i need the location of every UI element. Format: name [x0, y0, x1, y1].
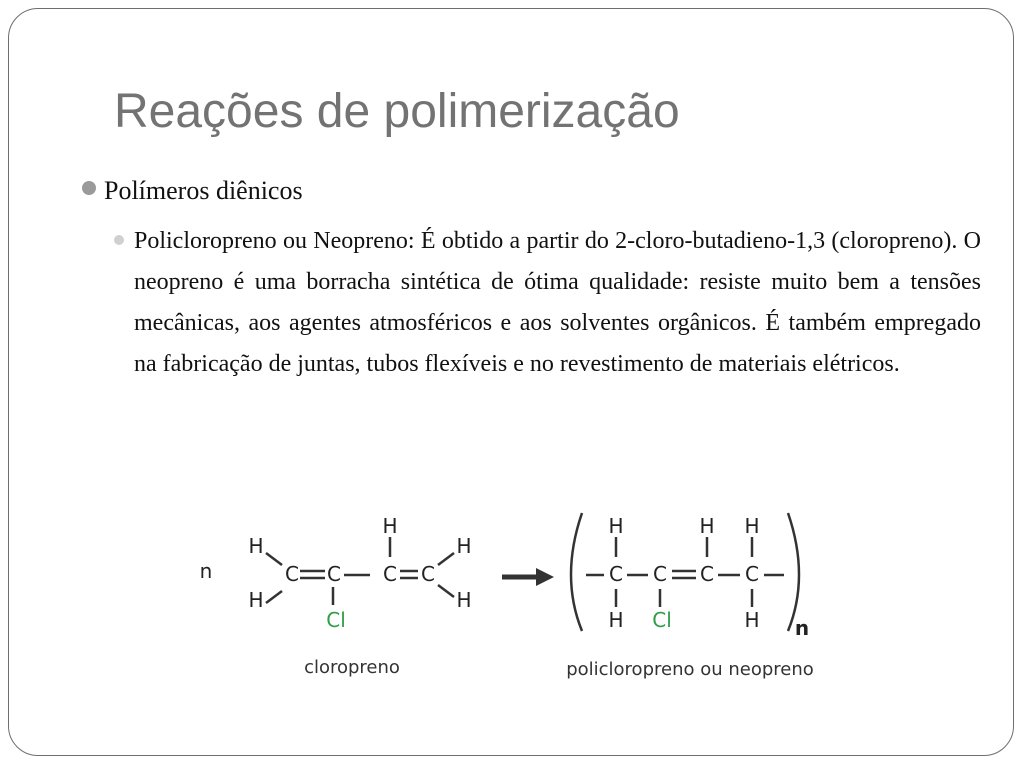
- atom-cl: Cl: [652, 608, 672, 632]
- atom-c: C: [285, 562, 299, 586]
- atom-h: H: [699, 514, 715, 538]
- atom-c: C: [700, 562, 714, 586]
- atom-h: H: [744, 514, 760, 538]
- atom-c: C: [327, 562, 341, 586]
- slide-title: Reações de polimerização: [114, 85, 680, 138]
- reaction-diagram: [190, 505, 840, 695]
- atom-h: H: [382, 514, 398, 538]
- atom-h: H: [744, 608, 760, 632]
- atom-h: H: [608, 608, 624, 632]
- bonds: [266, 513, 799, 631]
- sub-bullet-dot: [114, 235, 124, 245]
- coefficient-n: n: [199, 559, 213, 583]
- atom-h: H: [456, 534, 472, 558]
- atom-h: H: [248, 588, 264, 612]
- reaction-arrow-head: [536, 568, 554, 586]
- atom-h: H: [456, 588, 472, 612]
- description-paragraph: Policloropreno ou Neopreno: É obtido a partir do 2-cloro-butadieno-1,3 (cloropreno). O neopreno é uma borracha sintética de ótima qualidade: resiste muito bem a tensões mecânicas, aos agentes atmosféricos e aos solventes orgânicos. É também empregado na fabricação de juntas, tubos flexíveis e no revestimento de materiais elétricos.: [134, 228, 981, 377]
- bullet-heading: Polímeros diênicos: [104, 176, 303, 205]
- reactant-label: cloropreno: [304, 657, 400, 678]
- reaction-figure: [190, 505, 840, 695]
- atom-c: C: [383, 562, 397, 586]
- atom-h: H: [608, 514, 624, 538]
- atom-h: H: [248, 534, 264, 558]
- atom-c: C: [421, 562, 435, 586]
- subscript-n: n: [794, 616, 810, 640]
- product-label: policloropreno ou neopreno: [566, 659, 814, 680]
- atom-cl: Cl: [326, 608, 346, 632]
- atom-c: C: [745, 562, 759, 586]
- bullet-dot: [82, 181, 96, 195]
- atom-c: C: [609, 562, 623, 586]
- atom-c: C: [653, 562, 667, 586]
